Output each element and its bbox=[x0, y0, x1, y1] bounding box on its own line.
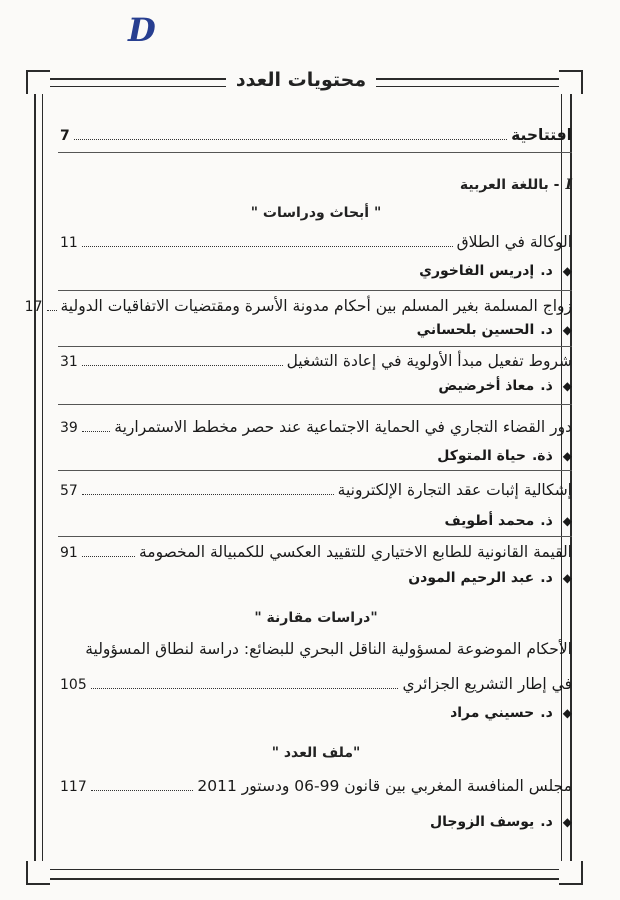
toc-author: ◆د.الحسين بلحساني bbox=[416, 322, 572, 338]
toc-author: ◆د.حسيني مراد bbox=[450, 705, 572, 721]
leader-dots bbox=[82, 246, 453, 247]
language-section-heading bbox=[60, 177, 572, 193]
toc-entry[interactable] bbox=[60, 777, 572, 795]
toc-entry-title: افتتاحية bbox=[511, 126, 572, 144]
frame-corner-ornament bbox=[26, 861, 50, 885]
toc-author: ◆ذ.معاذ أخرضيض bbox=[438, 378, 572, 394]
leader-dots bbox=[82, 431, 110, 432]
bullet-diamond-icon: ◆ bbox=[562, 323, 572, 337]
toc-entry[interactable] bbox=[60, 233, 572, 251]
leader-dots bbox=[91, 688, 399, 689]
toc-author: ◆د.إدريس الفاخوري bbox=[419, 263, 572, 279]
toc-page-number: 17 bbox=[24, 299, 43, 315]
toc-entry-title-line2: في إطار التشريع الجزائري bbox=[402, 675, 572, 693]
bullet-diamond-icon: ◆ bbox=[562, 379, 572, 393]
toc-entry-title: القيمة القانونية للطابع الاختياري للتقييد العكسي للكمبيالة المخصومة bbox=[138, 543, 572, 561]
toc-page-number: 39 bbox=[60, 420, 78, 436]
toc-entry-opening[interactable] bbox=[60, 126, 572, 144]
divider bbox=[58, 536, 572, 537]
toc-page-number: 11 bbox=[60, 235, 78, 251]
divider bbox=[58, 152, 572, 153]
section-label: - باللغة العربية bbox=[459, 177, 560, 193]
section-numeral: I bbox=[565, 177, 572, 193]
section-heading-comparative: "دراسات مقارنة " bbox=[254, 610, 378, 626]
divider bbox=[58, 404, 572, 405]
leader-dots bbox=[82, 365, 283, 366]
toc-entry-title-line1: الأحكام الموضوعة لمسؤولية الناقل البحري للبضائع: دراسة لنطاق المسؤولية bbox=[85, 640, 572, 658]
section-heading-issue-file: "ملف العدد " bbox=[271, 745, 361, 761]
toc-entry-title: الوكالة في الطلاق bbox=[456, 233, 572, 251]
bullet-diamond-icon: ◆ bbox=[562, 514, 572, 528]
toc-entry[interactable] bbox=[24, 297, 572, 315]
toc-entry[interactable] bbox=[60, 352, 572, 370]
divider bbox=[58, 470, 572, 471]
toc-page-number: 7 bbox=[60, 128, 70, 144]
toc-entry-title: مجلس المنافسة المغربي بين قانون 99-06 ودستور 2011 bbox=[197, 777, 572, 795]
toc-author: ◆ذ.محمد أطويف bbox=[444, 513, 572, 529]
toc-entry-continued[interactable] bbox=[60, 675, 572, 693]
toc-author: ◆د.يوسف الزوجال bbox=[429, 814, 572, 830]
frame-corner-ornament bbox=[26, 70, 50, 94]
toc-page-number: 105 bbox=[60, 677, 87, 693]
bullet-diamond-icon: ◆ bbox=[562, 449, 572, 463]
leader-dots bbox=[47, 310, 57, 311]
divider bbox=[58, 290, 572, 291]
bullet-diamond-icon: ◆ bbox=[562, 571, 572, 585]
frame-corner-ornament bbox=[559, 861, 583, 885]
toc-entry[interactable] bbox=[60, 640, 572, 658]
toc-page-number: 117 bbox=[60, 779, 87, 795]
bullet-diamond-icon: ◆ bbox=[562, 706, 572, 720]
handwritten-page-mark: D bbox=[128, 11, 156, 49]
toc-entry[interactable] bbox=[60, 481, 572, 499]
bullet-diamond-icon: ◆ bbox=[562, 815, 572, 829]
toc-page-number: 31 bbox=[60, 354, 78, 370]
toc-author: ◆ذة.حياة المتوكل bbox=[437, 448, 572, 464]
toc-entry-title: زواج المسلمة بغير المسلم بين أحكام مدونة الأسرة ومقتضيات الاتفاقيات الدولية bbox=[60, 297, 572, 315]
frame-corner-ornament bbox=[559, 70, 583, 94]
divider bbox=[58, 346, 572, 347]
leader-dots bbox=[82, 556, 135, 557]
leader-dots bbox=[91, 790, 194, 791]
leader-dots bbox=[74, 139, 507, 140]
page-title: محتويات العدد bbox=[226, 64, 376, 96]
section-heading-research: " أبحاث ودراسات " bbox=[250, 205, 382, 221]
toc-page-number: 91 bbox=[60, 545, 78, 561]
toc-entry-title: شروط تفعيل مبدأ الأولوية في إعادة التشغيل bbox=[286, 352, 572, 370]
toc-entry[interactable] bbox=[60, 418, 572, 436]
bullet-diamond-icon: ◆ bbox=[562, 264, 572, 278]
toc-entry[interactable] bbox=[60, 543, 572, 561]
toc-page-number: 57 bbox=[60, 483, 78, 499]
toc-author: ◆د.عبد الرحيم المودن bbox=[408, 570, 572, 586]
toc-entry-title: دور القضاء التجاري في الحماية الاجتماعية عند حصر مخطط الاستمرارية bbox=[114, 418, 572, 436]
leader-dots bbox=[82, 494, 334, 495]
toc-entry-title: إشكالية إثبات عقد التجارة الإلكترونية bbox=[337, 481, 572, 499]
